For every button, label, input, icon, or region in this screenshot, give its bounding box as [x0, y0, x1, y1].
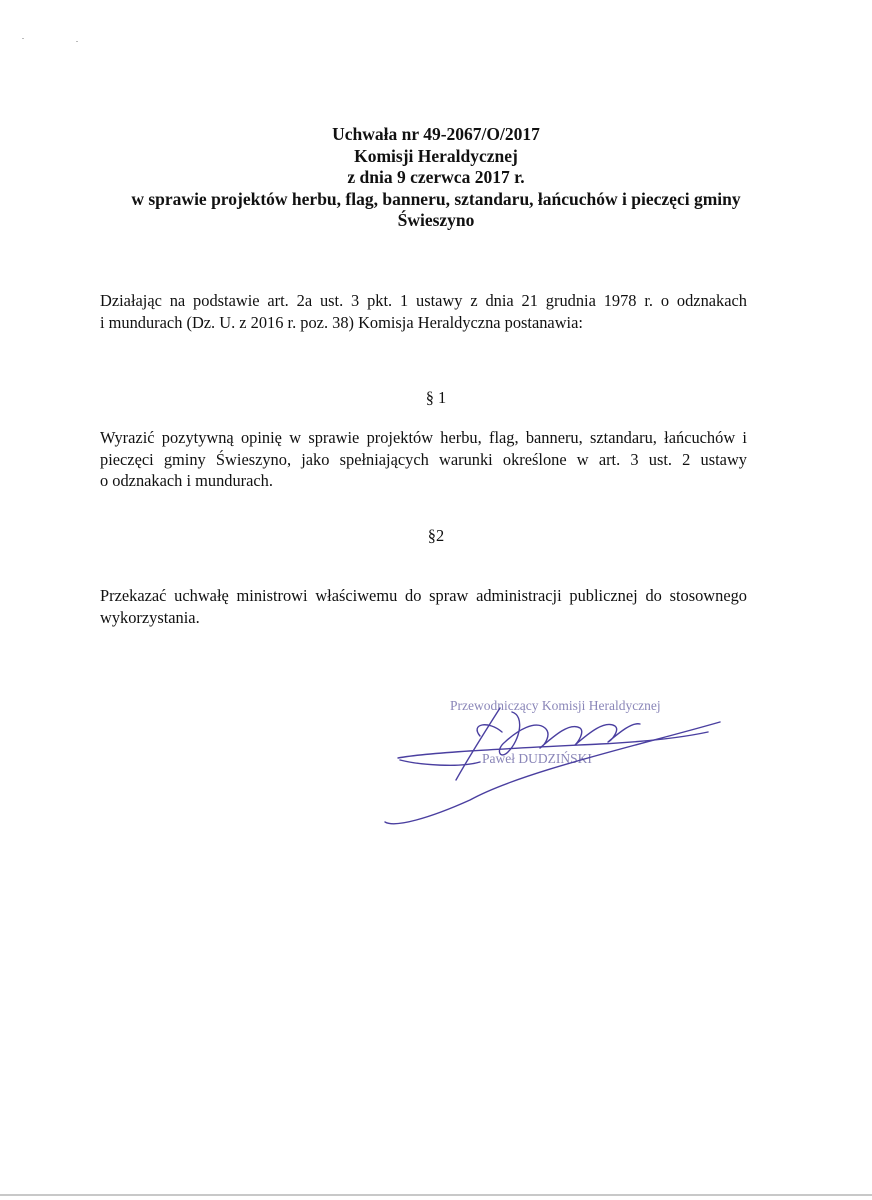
section-1-line: o odznakach i mundurach.: [100, 471, 273, 490]
section-2-title: §2: [427, 526, 445, 545]
scan-bottom-edge: [0, 1194, 872, 1196]
signature-stroke: [456, 708, 500, 780]
signature-stroke: [477, 725, 502, 736]
stamp-title: Przewodniczący Komisji Heraldycznej: [450, 698, 661, 713]
signature-stroke: [398, 732, 708, 758]
section-1-line: Wyrazić pozytywną opinię w sprawie projektów herbu, flag, banneru, sztandaru, łańcuchów i: [100, 428, 747, 447]
intro-line: Działając na podstawie art. 2a ust. 3 pkt. 1 ustawy z dnia 21 grudnia 1978 r. o odznakach: [100, 291, 747, 310]
section-2-line: Przekazać uchwałę ministrowi właściwemu do spraw administracji publicznej do stosownego: [100, 586, 747, 605]
stamp-name: Paweł DUDZIŃSKI: [482, 751, 592, 766]
resolution-subject: w sprawie projektów herbu, flag, banneru, sztandaru, łańcuchów i pieczęci gminy: [131, 188, 741, 209]
resolution-number: Uchwała nr 49-2067/O/2017: [332, 124, 540, 144]
section-1-title: § 1: [425, 388, 447, 407]
intro-line: i mundurach (Dz. U. z 2016 r. poz. 38) Komisja Heraldyczna postanawia:: [100, 312, 583, 332]
resolution-subject-municipality: Świeszyno: [397, 210, 475, 230]
signature-stroke: [400, 760, 480, 765]
issuing-body: Komisji Heraldycznej: [354, 145, 518, 166]
section-1-line: pieczęci gminy Świeszyno, jako spełniających warunki określone w art. 3 ust. 2 ustawy: [100, 449, 747, 469]
resolution-date: z dnia 9 czerwca 2017 r.: [347, 167, 525, 187]
section-2-line: wykorzystania.: [100, 607, 200, 627]
